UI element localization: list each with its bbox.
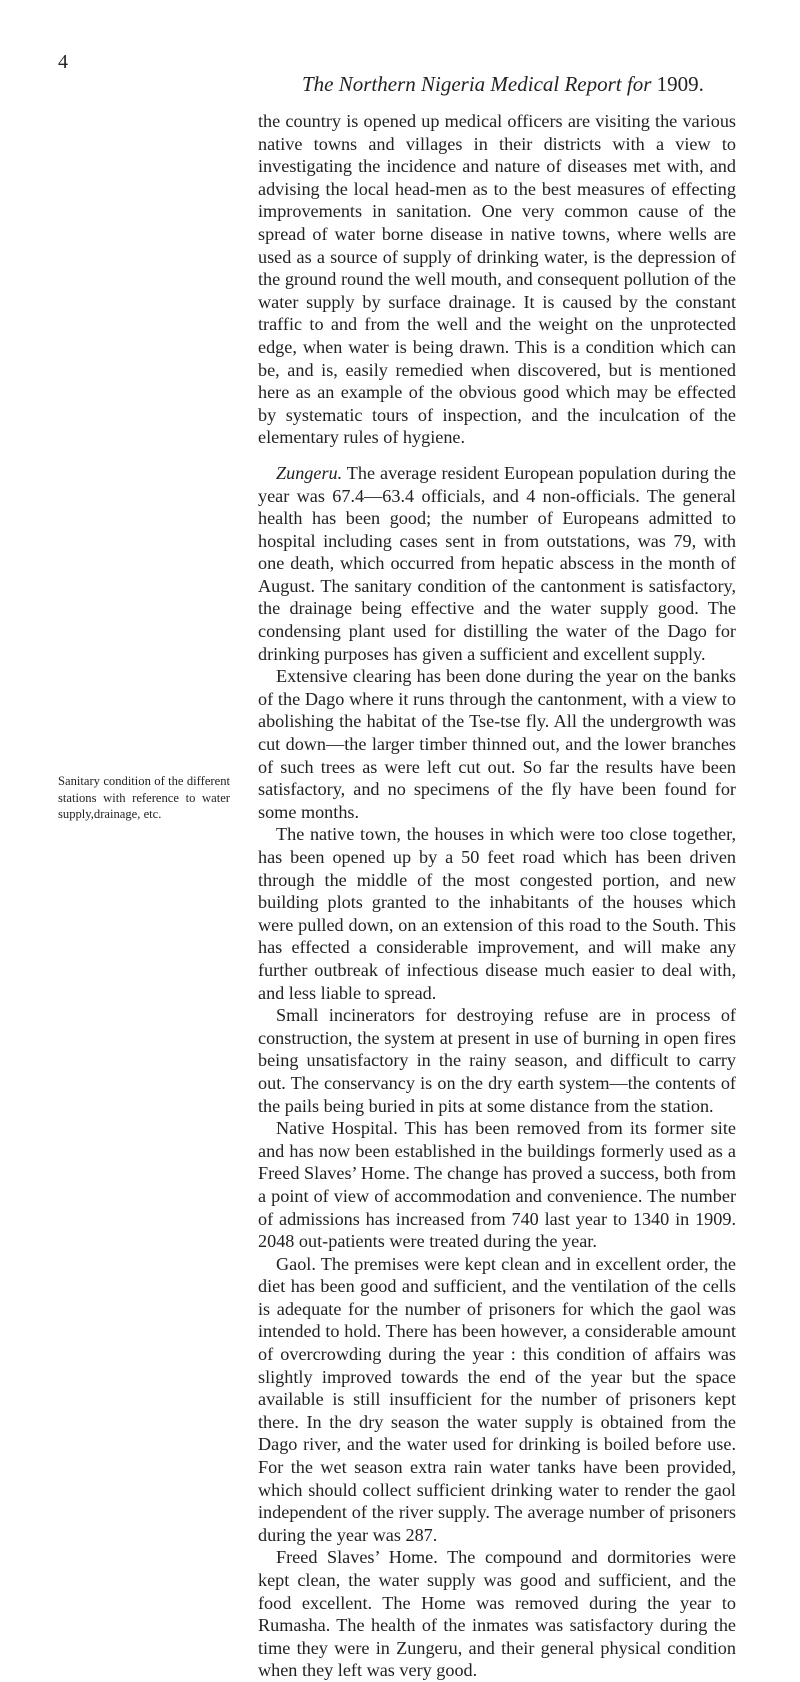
freed-slaves-home-paragraph: Freed Slaves’ Home. The compound and dormitories were kept clean, the water supply was good and sufficient, and the food excellent. The Home was removed during the year to Rumasha. The health of the inmates was satisfactory during the time they were in Zungeru, and their general physical condition when they left was very good. bbox=[258, 1547, 736, 1681]
native-town-paragraph: The native town, the houses in which were too close together, has been opened up by a 50 feet road which has been driven through the middle of the most congested portion, and new building plots granted to the inhabitants of the houses which were pulled down, on an extension of this road to the South. This has effected a considerable improvement, and will make any further outbreak of infectious disease much easier to deal with, and less liable to spread. bbox=[258, 824, 736, 1003]
native-hospital-paragraph: Native Hospital. This has been removed from its former site and has now been established in the buildings formerly used as a Freed Slaves’ Home. The change has proved a success, both from a point of view of accommodation and convenience. The number of admissions has increased from 740 last year to 1340 in 1909. 2048 out-patients were treated during the year. bbox=[258, 1118, 736, 1252]
gaol-paragraph: Gaol. The premises were kept clean and in excellent order, the diet has been good and sufficient, and the ventilation of the cells is adequate for the number of prisoners for which the gaol was intended to hold. There has been however, a considerable amount of overcrowding during the year : this condition of affairs was slightly improved towards the end of the year but the space available is still insufficient for the number of prisoners kept there. In the dry season the water supply is obtained from the Dago river, and the water used for drinking is boiled before use. For the wet season extra rain water tanks have been provided, which should collect sufficient drinking water to render the gaol independent of the river supply. The average number of prisoners during the year was 287. bbox=[258, 1253, 736, 1545]
running-head bbox=[302, 72, 704, 96]
report-title-connector: for bbox=[621, 72, 657, 96]
page-number: 4 bbox=[58, 51, 68, 73]
zungeru-paragraph bbox=[258, 462, 736, 665]
report-title: The Northern Nigeria Medical Report bbox=[302, 72, 622, 96]
intro-paragraph: the country is opened up medical officers are visiting the various native towns and villages in their districts with a view to investigating the incidence and nature of diseases met with, and advising the local head-men as to the best measures of effecting improvements in sanitation. One very common cause of the spread of water borne disease in native towns, where wells are used as a source of supply of drinking water, is the depression of the ground round the well mouth, and consequent pollution of the water supply by surface drainage. It is caused by the constant traffic to and from the well and the weight on the unprotected edge, when water is being drawn. This is a condition which can be, and is, easily remedied when discovered, but is mentioned here as an example of the obvious good which may be effected by systematic tours of inspection, and the inculcation of the elementary rules of hygiene. bbox=[258, 111, 736, 448]
body-text bbox=[258, 110, 736, 1682]
incinerators-paragraph: Small incinerators for destroying refuse are in process of construction, the system at present in use of burning in open fires being unsatisfactory in the rainy season, and difficult to carry out. The conservancy is on the dry earth system—the contents of the pails being buried in pits at some distance from the station. bbox=[258, 1005, 736, 1116]
report-year: 1909. bbox=[656, 72, 704, 96]
zungeru-heading: Zungeru. bbox=[276, 462, 343, 483]
margin-note: Sanitary condition of the different stations with reference to water supply,drainage, etc. bbox=[58, 774, 230, 821]
clearing-paragraph: Extensive clearing has been done during the year on the banks of the Dago where it runs through the cantonment, with a view to abolishing the habitat of the Tse-tse fly. All the undergrowth was cut down—the larger timber thinned out, and the lower branches of such trees as were left cut out. So far the results have been satisfactory, and no specimens of the fly have been found for some months. bbox=[258, 666, 736, 822]
zungeru-text: The average resident European population during the year was 67.4—63.4 officials, and 4 non-officials. The general health has been good; the number of Europeans admitted to hospital including cases sent in from outstations, was 79, with one death, which occurred from hepatic abscess in the month of August. The sanitary condition of the cantonment is satisfactory, the drainage being effective and the water supply good. The condensing plant used for distilling the water of the Dago for drinking purposes has given a sufficient and excellent supply. bbox=[258, 462, 736, 664]
